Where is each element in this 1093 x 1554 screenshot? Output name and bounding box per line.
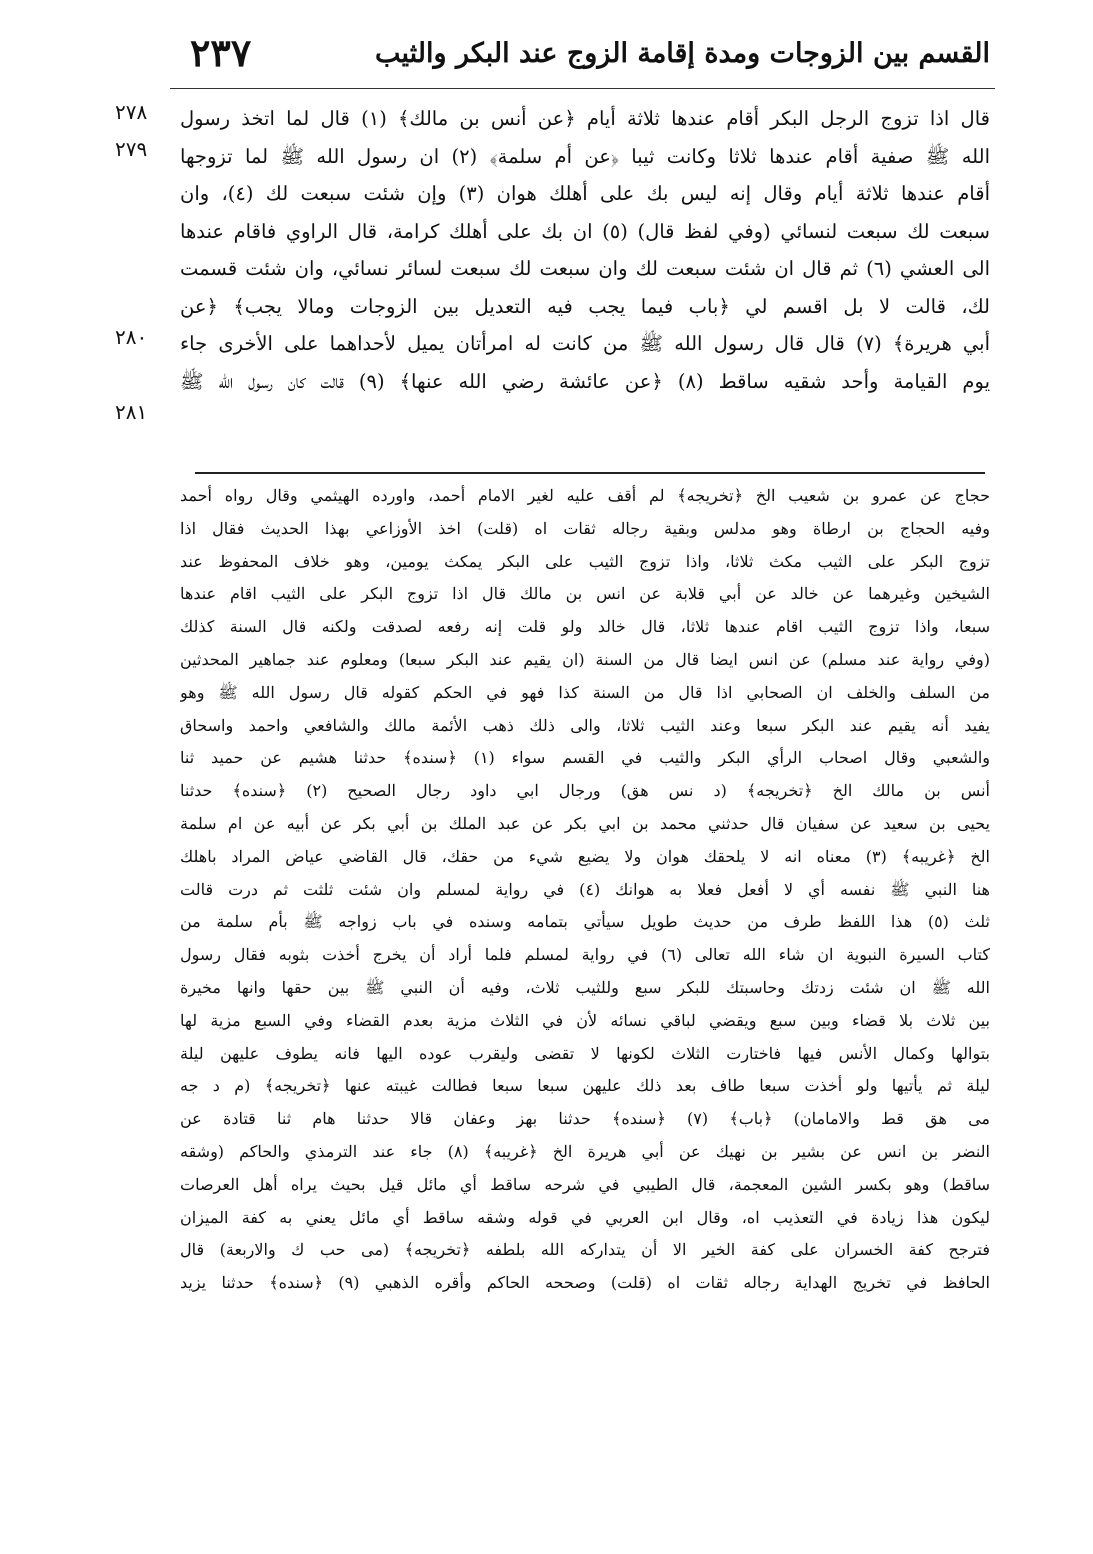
footnote-line: ليلة ثم يأتيها ولو أخذت سبعا طاف بعد ذلك عليهن سبعا سبعا فطالت غيبته عنها ﴿تخريجه﴾ (م د جه	[180, 1076, 990, 1096]
main-text-line: أبي هريرة﴾ (٧) قال قال رسول الله ﷺ من كانت له امرأتان يميل لأحداهما على الأخرى جاء	[180, 332, 990, 355]
footnote-line: والشعبي وقال اصحاب الرأي البكر والثيب في القسم سواء (١) ﴿سنده﴾ حدثنا هشيم عن حميد ثنا	[180, 748, 990, 768]
main-text-line: الى العشي (٦) ثم قال ان شئت سبعت لك وان سبعت لك سبعت لسائر نسائي، وان شئت قسمت	[180, 257, 990, 280]
footnote-line: يحيى بن سعيد عن سفيان قال حدثني محمد بن ابي بكر عن عبد الملك بن أبي بكر عن أبيه عن ام سلمة	[180, 813, 990, 833]
footnote-line: فترجح كفة الخسران على كفة الخير الا أن يتداركه الله بلطفه ﴿تخريجه﴾ (مى حب ك والاربعة) قال	[180, 1240, 990, 1260]
main-text-line: يوم القيامة وأحد شقيه ساقط (٨) ﴿عن عائشة رضي الله عنها﴾ (٩) قالت كان رسول الله ﷺ	[180, 369, 990, 393]
page-number: ٢٣٧	[190, 30, 252, 75]
footnote-line: من السلف والخلف ان الصحابي اذا قال من السنة كذا فهو في الحكم كقوله قال رسول الله ﷺ وهو	[180, 682, 990, 702]
footnote-line: ساقط) وهو بكسر الشين المعجمة، قال الطيبي في شرحه ساقط أي مائل قيل بحيث يراه أهل العرصات	[180, 1174, 990, 1194]
footnote-line: النضر بن انس عن بشير بن نهيك عن أبي هريرة الخ ﴿غريبه﴾ (٨) جاء عند الترمذي والحاكم (وشقه	[180, 1141, 990, 1161]
footnote-line: يفيد أنه يقيم عند البكر سبعا وعند الثيب ثلاثا، والى ذلك ذهب الأئمة مالك والشافعي واحمد واسحاق	[180, 715, 990, 735]
main-text-line: أقام عندها ثلاثة أيام وقال إنه ليس بك على أهلك هوان (٣) وإن شئت سبعت لك (٤)، وان	[180, 182, 990, 205]
hadith-number: ٢٧٨	[115, 100, 148, 124]
footnote-line: بتوالها وكمال الأنس فيها فاختارت الثلاث لكونها لا تقضى وليقرب عوده اليها فانه يطوف عليهن ليلة	[180, 1043, 990, 1063]
hadith-number: ٢٨١	[115, 400, 148, 424]
footnote-line: مى هق قط والامامان) ﴿باب﴾ (٧) ﴿سنده﴾ حدثنا بهز وعفان قالا حدثنا هام ثنا قتادة عن	[180, 1109, 990, 1129]
main-text-line: سبعت لك سبعت لنسائي (وفي لفظ قال) (٥) ان بك على أهلك كرامة، قال الراوي فاقام عندها	[180, 219, 990, 243]
footnote-line: الخ ﴿غريبه﴾ (٣) معناه انه لا يلحقك هوان ولا يضيع شيء من حقك، قال القاضي عياض المراد باهلك	[180, 846, 990, 866]
header-rule	[170, 88, 995, 89]
footnote-line: سبعا، واذا تزوج الثيب اقام عندها ثلاثا، قال خالد ولو قلت إنه رفعه لصدقت ولكنه قال السنة كذلك	[180, 617, 990, 637]
main-text-line: الله ﷺ صفية أقام عندها ثلاثا وكانت ثيبا ﴿عن أم سلمة﴾ (٢) ان رسول الله ﷺ لما تزوجها	[180, 144, 990, 168]
footnote-line: الله ﷺ ان شئت زدتك وحاسبتك للبكر سبع وللثيب ثلاث، وفيه أن النبي ﷺ بين حقها وانها مخيرة	[180, 977, 990, 997]
hadith-number: ٢٧٩	[115, 137, 148, 161]
running-title: القسم بين الزوجات ومدة إقامة الزوج عند البكر والثيب	[374, 38, 990, 69]
footnote-line: كتاب السيرة النبوية ان شاء الله تعالى (٦) في رواية لمسلم فلما أراد أن يخرج أخذت بثوبه فقال رسول	[180, 945, 990, 965]
main-text-line: لك، قالت لا بل اقسم لي ﴿باب فيما يجب فيه التعديل بين الزوجات ومالا يجب﴾ ﴿عن	[180, 294, 990, 318]
main-text	[180, 100, 990, 400]
footnote-line: تزوج البكر على الثيب مكث ثلاثا، واذا تزوج الثيب على البكر يمكث يومين، وهو خلاف المحفوظ عند	[180, 551, 990, 571]
footnotes	[180, 480, 990, 1300]
footnote-line: ليكون هذا زيادة في التعذيب اه، وقال ابن العربي في قوله وشقه ساقط أي مائل يعني به كفة الميزان	[180, 1207, 990, 1227]
footnote-line: أنس بن مالك الخ ﴿تخريجه﴾ (د نس هق) ورجال ابي داود رجال الصحيح (٢) ﴿سنده﴾ حدثنا	[180, 781, 990, 801]
page-header	[190, 30, 990, 80]
footnote-line: حجاج عن عمرو بن شعيب الخ ﴿تخريجه﴾ لم أقف عليه لغير الامام أحمد، واورده الهيثمي وقال رواه أحمد	[180, 486, 990, 505]
footnote-line: (وفي رواية عند مسلم) عن انس ايضا قال من السنة (ان يقيم عند البكر سبعا) ومعلوم عند جماهير المحدثين	[180, 649, 990, 669]
footnote-line: ثلث (٥) هذا اللفظ طرف من حديث طويل سيأتي بتمامه وسنده في باب زواجه ﷺ بأم سلمة من	[180, 912, 990, 932]
footnote-line: وفيه الحجاج بن ارطاة وهو مدلس وبقية رجاله ثقات اه (قلت) اخذ الأوزاعي بهذا الحديث فقال اذا	[180, 518, 990, 538]
footnote-line: بين ثلاث بلا قضاء وبين سبع ويقضي لباقي نسائه لأن في الثلاث مزية بعدم القضاء وفي السبع مزية لها	[180, 1010, 990, 1030]
footnote-line: الحافظ في تخريج الهداية رجاله ثقات اه (قلت) وصححه الحاكم وأقره الذهبي (٩) ﴿سنده﴾ حدثنا يزيد	[180, 1273, 990, 1293]
main-text-line: قال اذا تزوج الرجل البكر أقام عندها ثلاثة أيام ﴿عن أنس بن مالك﴾ (١) قال لما اتخذ رسول	[180, 107, 990, 130]
footnote-separator	[195, 472, 985, 474]
hadith-number: ٢٨٠	[115, 325, 148, 349]
footnote-line: هنا النبي ﷺ نفسه أي لا أفعل فعلا به هوانك (٤) في رواية لمسلم وان شئت ثلثت ثم درت قالت	[180, 879, 990, 899]
footnote-line: الشيخين وغيرهما عن خالد عن أبي قلابة عن انس بن مالك قال اذا تزوج البكر على الثيب اقام عندها	[180, 584, 990, 604]
